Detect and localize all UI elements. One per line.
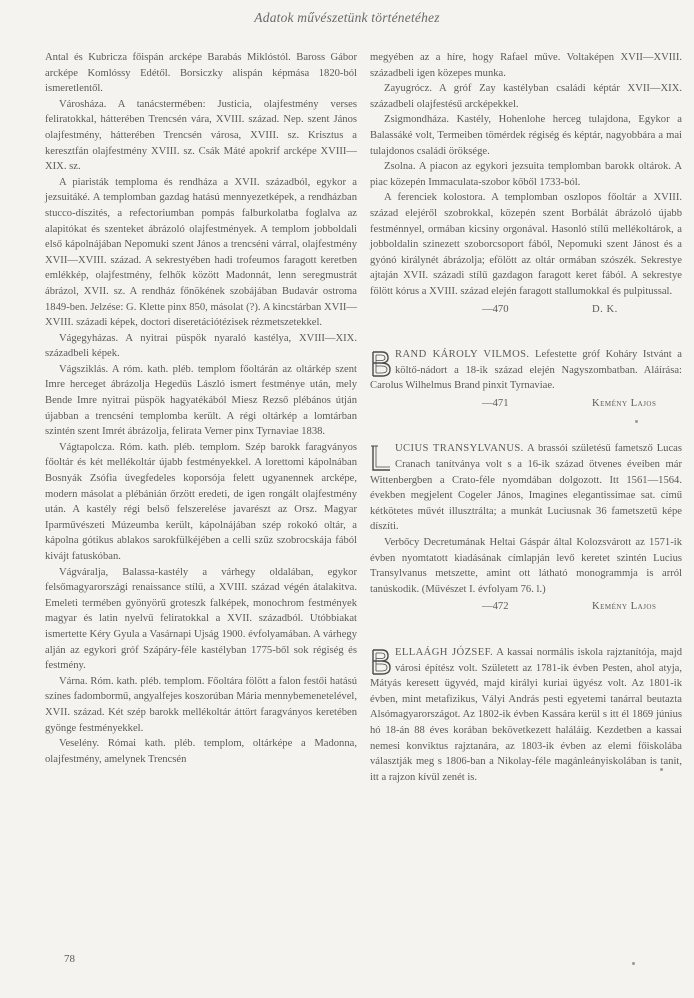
entry-body: A kassai normális iskola rajztanítója, majd városi építész volt. Született az 1781-ik évben Pesten, ahol atyja, Mátyás keresett ügyvéd, majd királyi kuriai ügyész volt. Az 1801-ik évben, mint metafizikus, Vályi András pesti egyetemi tanárral beutazta Alsómagyarországot. Az 1802-ik évben Kassára kerül s itt él 1869 június hó 18-án 88 éves korában bekövetkezett haláláig. Kezdetben a kassai nemesi konviktus rajztanára, az 1803-ik évben az elemi főiskolába választják meg s 1806-ban a Nikolay-féle magánleányiskolában is tanit, itt a rajzon kívül zenét is. [370,647,682,783]
paragraph: A piaristák temploma és rendháza a XVII. századból, egykor a jezsuitáké. A templomban gazdag hatású mennyezetképek, a rendházban stucco-díszités, a refectoriumban pompás falburkolatba foglalva az alapitókat és szenteket ábrázoló olajfestmények. A templom jobboldali első kápolnájában Nepomuki szent János a trencséni várral, olajfestmény XVII—XVIII. század. A sekrestyében hadi trofeumos faragott keretben emlékkép, olajfestmény, felhők között Madonnát, lenn seregmustrát ábrázol, XVII. sz. A rendház főnökének szobájában Budavár ostroma 1849-ben. Jelzése: G. Klette pinx 850, másolat (?). A kincstárban XVII—XVIII. századi képek, doctori diseretációtézisek rézmetszetekkel. [45,176,357,329]
entry-signature [370,599,682,615]
paragraph: megyében az a híre, hogy Rafael műve. Voltaképen XVII—XVIII. századbeli igen közepes munka. [370,52,682,79]
entry-number: —470 [482,303,509,315]
paper-speck [632,962,635,965]
paragraph: Várna. Róm. kath. pléb. templom. Főoltára fölött a falon festői hatású színes fadombormű, angyalfejes koszorúban Mária mennybemenetelével, XVII. század. Két szép barokk mellékoltár áttört faragványos keretében gyönge festményekkel. [45,675,357,734]
paragraph: Zsigmondháza. Kastély, Hohenlohe herceg tulajdona, Egykor a Balassáké volt, Termeiben tömérdek régiség és képtár, nagyobbára a mai tulajdonos családi öröksége. [370,114,682,157]
left-column [45,50,357,767]
paragraph: Veselény. Római kath. pléb. templom, oltárképe a Madonna, olajfestmény, amelynek Trencsén [45,738,357,765]
right-column [370,50,682,785]
paragraph: Verbőcy Decretumának Heltai Gáspár által Kolozsvárott az 1571-ik évben nyomtatott kiadásának címlapján levő keretet szintén Lucius Transylvanus metszette, amint ott látható monogrammja is arról tanúskodik. (Művészet I. évfolyam 76. l.) [370,537,682,595]
paragraph: Városháza. A tanácstermében: Justicia, olajfestmény verses feliratokkal, hátterében Trencsén vára, XVIII. század. Nep. szent János olajfestmény, hátterében Trencsén városa, XVIII. sz. Krisztus a keresztfán olajfestmény XVIII. sz. Csák Máté apokrif arcképe XVIII—XIX. sz. [45,98,357,173]
entry-heading: UCIUS TRANSYLVANUS. [395,443,524,455]
entry-author: Kemény Lajos [592,397,657,409]
dropcap-b-icon [370,350,392,378]
paragraph: Vágváralja, Balassa-kastély a várhegy oldalában, egykor felsőmagyarországi renaissance stílű, a XVIII. század végén átalakitva. Emeleti termében gyönyörű groteszk falképek, monochrom festmények magyar és latin nyelvű feliratokkal a XVII. századból. Utóbbiakat ismertette Kéry Gyula a Vasárnapi Ujság 1900. évfolyamában. A várhegy alján az egykori gróf Szápáry-féle kastélyban 1775-ből sok régiség és festmény. [45,566,357,672]
entry-body: A brassói születésű fametsző Lucas Cranach tanítványa volt s a 16-ik század ötvenes éveiben már Wittenbergben a Crato-féle nyomdában dolgozott. Itt 1561—1564. években megjelent Cogeler János, Imagines elegantissimae sat. című kétkötetes művét illusztrálta; a munkát Luciusnak 36 fametszetű képe díszíti. [370,443,682,533]
paragraph: Antal és Kubricza főispán arcképe Barabás Miklóstól. Baross Gábor arcképe Komlóssy Edétől. Borsiczky alispán képmása 1820-ból ismeretlentől. [45,52,357,95]
paper-speck [660,768,663,771]
page-number: 78 [64,953,75,965]
entry-author: D. K. [592,303,618,315]
dropcap-l-icon [370,444,392,472]
paragraph: A ferenciek kolostora. A templomban oszlopos főoltár a XVIII. század elejéről szobrokkal, közepén szent Borbálát ábrázoló újabb festménnyel, ormában kicsiny orgonával. Hasonló stílű mellékoltárok, a jobboldalin szinezett szoborcsoport fából, Nepomuki szent Jánost és a gyónó királynét ábrázolja; efölött az oltár ormában szószék. Sekrestye ajtaján XVII. századi stílű gazdagon faragott keret fából. A sekrestye fölött kórus a XVIII. század elején faragott stallumokkal és pulpitussal. [370,192,682,297]
paragraph: Vágegyházas. A nyitrai püspök nyaraló kastélya, XVIII—XIX. századbeli képek. [45,332,357,360]
entry-heading: RAND KÁROLY VILMOS. [395,349,530,361]
entry-signature [370,396,682,412]
paper-speck [635,420,638,423]
paragraph: Vágsziklás. A róm. kath. pléb. templom főoltárán az oltárkép szent Imre herceget ábrázolja Hegedüs László ismert festménye után, mely Bende Imre nyitrai püspök hagyatékából Miesz Rezső plébános útján újabban a trencséni templomba került. A régi oltárkép a lomtárban szintén szent Imrét ábrázolja, felirata Verner pinx Tyrnaviae 1838. [45,363,357,438]
entry-author: Kemény Lajos [592,601,657,613]
paragraph: Zsolna. A piacon az egykori jezsuita templomban barokk oltárok. A piac közepén Immaculata-szobor kőből 1733-ból. [370,161,682,188]
entry-lucius-transylvanus [370,441,682,615]
entry-bellaagh-jozsef [370,645,682,785]
entry-number: —472 [482,601,509,613]
entry-brand-karoly-vilmos [370,347,682,411]
dropcap-b-icon [370,648,392,676]
entry-heading: ELLAÁGH JÓZSEF. [395,647,494,658]
paragraph [370,347,682,394]
running-head: Adatok művészetünk történetéhez [254,10,440,25]
paragraph: Zayugrócz. A gróf Zay kastélyban családi képtár XVII—XIX. századbeli olajfestésű arcképekkel. [370,83,682,110]
paragraph [370,441,682,535]
entry-number: —471 [482,397,509,409]
entry-signature [370,302,682,318]
paragraph: Vágtapolcza. Róm. kath. pléb. templom. Szép barokk faragványos főoltár és két mellékoltár újabb festményekkel. A lorettomi kápolnában Bosnyák Zsófia üvegfedeles koporsója felett ugyanennek arcképe, modern másolat a plébánián őrzött eredeti, de igen rongált olajfestmény után. A kastély régi belső felszerelése javarészt az Orsz. Magyar Iparművészeti Múzeumba került, kápolnájában szép rokokó oltár, a kápolna gótikus ablakos sarokfülkéjében a celli szűz szobrocskája fából kivájt fatuskóban. [45,441,357,562]
entry-body: Lefestette gróf Koháry Istvánt a költő-nádort a 18-ik század elején Nagyszombatban. Aláírása: Carolus Wilhelmus Brand pinxit Tyrnaviae. [370,349,682,392]
paragraph [370,645,682,785]
